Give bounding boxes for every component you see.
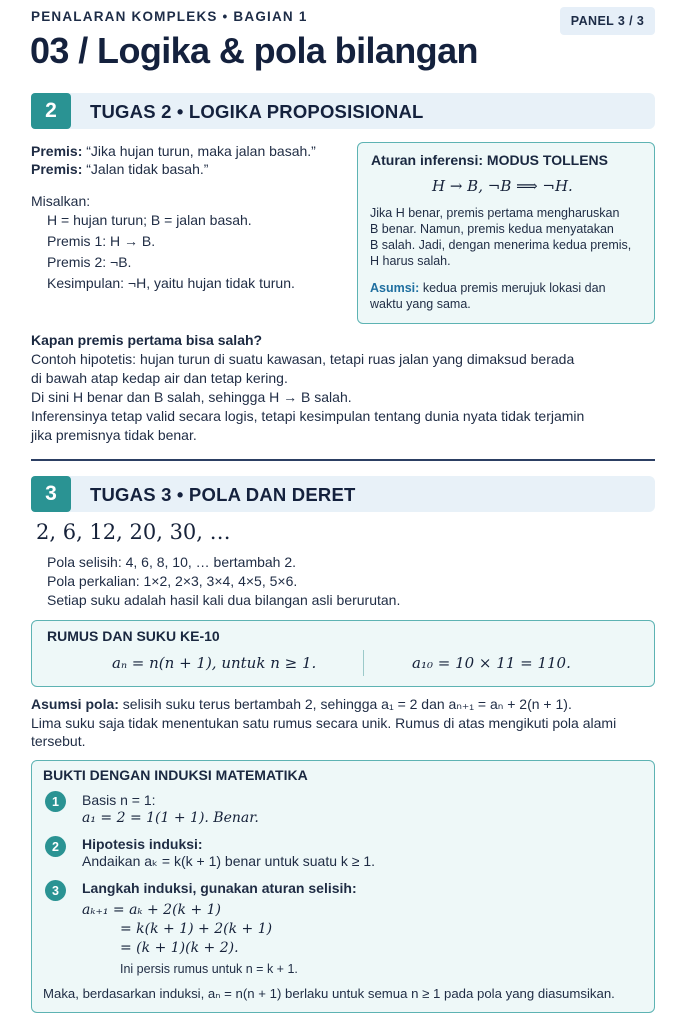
step-1-number: 1	[45, 791, 66, 812]
step-2-line: Andaikan aₖ = k(k + 1) benar untuk suatu k ≥ 1.	[82, 853, 376, 869]
task2-title: TUGAS 2 • LOGIKA PROPOSISIONAL	[90, 101, 424, 122]
pattern-assumption: Asumsi pola: selisih suku terus bertambah 2, sehingga a₁ = 2 dan aₙ₊₁ = aₙ + 2(n + 1).	[31, 696, 572, 712]
general-formula: aₙ = n(n + 1), untuk n ≥ 1.	[112, 654, 317, 672]
let-definition: H = hujan turun; B = jalan basah.	[47, 212, 252, 228]
rule-assumption: Asumsi: kedua premis merujuk lokasi dan	[370, 281, 606, 295]
multiplication-pattern: Pola perkalian: 1×2, 2×3, 3×4, 4×5, 5×6.	[47, 573, 298, 589]
difference-pattern: Pola selisih: 4, 6, 8, 10, … bertambah 2.	[47, 554, 297, 570]
uniqueness-note-1: Lima suku saja tidak menentukan satu rumus secara unik. Rumus di atas mengikuti pola alami	[31, 715, 617, 731]
step-3-line-3: = (k + 1)(k + 2).	[120, 940, 239, 956]
step-3-line-1: aₖ₊₁ = aₖ + 2(k + 1)	[82, 902, 222, 918]
step-2-number: 2	[45, 836, 66, 857]
rule-line-1: Jika H benar, premis pertama mengharuskan	[370, 206, 620, 220]
conclusion-symbolic: Kesimpulan: ¬H, yaitu hujan tidak turun.	[47, 275, 295, 291]
rule-formula: H → B, ¬B ⟹ ¬H.	[432, 177, 573, 195]
sequence: 2, 6, 12, 20, 30, …	[36, 520, 231, 544]
rule-line-4: H harus salah.	[370, 254, 451, 268]
page-title: 03 / Logika & pola bilangan	[30, 30, 478, 71]
question-line-4: Inferensinya tetap valid secara logis, tetapi kesimpulan tentang dunia nyata tidak terjamin	[31, 408, 585, 424]
section-divider	[31, 459, 655, 461]
proof-conclusion: Maka, berdasarkan induksi, aₙ = n(n + 1) berlaku untuk semua n ≥ 1 pada pola yang diasumsikan.	[43, 986, 615, 1001]
question-line-3: Di sini H benar dan B salah, sehingga H → B salah.	[31, 389, 352, 405]
premise-2-symbolic: Premis 2: ¬B.	[47, 254, 132, 270]
premise-1-symbolic: Premis 1: H → B.	[47, 233, 156, 249]
let-label: Misalkan:	[31, 193, 91, 209]
rule-line-3: B salah. Jadi, dengan menerima kedua premis,	[370, 238, 632, 252]
step-3-line-4: Ini persis rumus untuk n = k + 1.	[120, 962, 298, 976]
uniqueness-note-2: tersebut.	[31, 733, 86, 749]
step-3-label: Langkah induksi, gunakan aturan selisih:	[82, 880, 357, 896]
premise-2: Premis: “Jalan tidak basah.”	[31, 161, 209, 177]
task3-title: TUGAS 3 • POLA DAN DERET	[90, 484, 356, 505]
rule-box-title: Aturan inferensi: MODUS TOLLENS	[371, 152, 608, 168]
task3-badge: 3	[31, 476, 71, 512]
question-heading: Kapan premis pertama bisa salah?	[31, 332, 263, 348]
step-2-label: Hipotesis induksi:	[82, 836, 203, 852]
formula-divider	[363, 650, 364, 676]
pattern-note: Setiap suku adalah hasil kali dua bilangan asli berurutan.	[47, 592, 401, 608]
panel-indicator: PANEL 3 / 3	[560, 7, 655, 35]
step-1-label: Basis n = 1:	[82, 792, 156, 808]
question-line-2: di bawah atap kedap air dan tetap kering.	[31, 370, 288, 386]
step-1-line: a₁ = 2 = 1(1 + 1). Benar.	[82, 810, 259, 826]
rule-assumption-cont: waktu yang sama.	[370, 297, 471, 311]
task2-badge: 2	[31, 93, 71, 129]
section-eyebrow: PENALARAN KOMPLEKS • BAGIAN 1	[31, 9, 308, 24]
proof-title: BUKTI DENGAN INDUKSI MATEMATIKA	[43, 767, 308, 783]
tenth-term: a₁₀ = 10 × 11 = 110.	[412, 654, 571, 672]
question-line-5: jika premisnya tidak benar.	[31, 427, 197, 443]
rule-line-2: B benar. Namun, premis kedua menyatakan	[370, 222, 614, 236]
step-3-number: 3	[45, 880, 66, 901]
step-3-line-2: = k(k + 1) + 2(k + 1)	[120, 921, 273, 937]
question-line-1: Contoh hipotetis: hujan turun di suatu kawasan, tetapi ruas jalan yang dimaksud berada	[31, 351, 575, 367]
formula-box-title: RUMUS DAN SUKU KE-10	[47, 628, 220, 644]
premise-1: Premis: “Jika hujan turun, maka jalan basah.”	[31, 143, 316, 159]
